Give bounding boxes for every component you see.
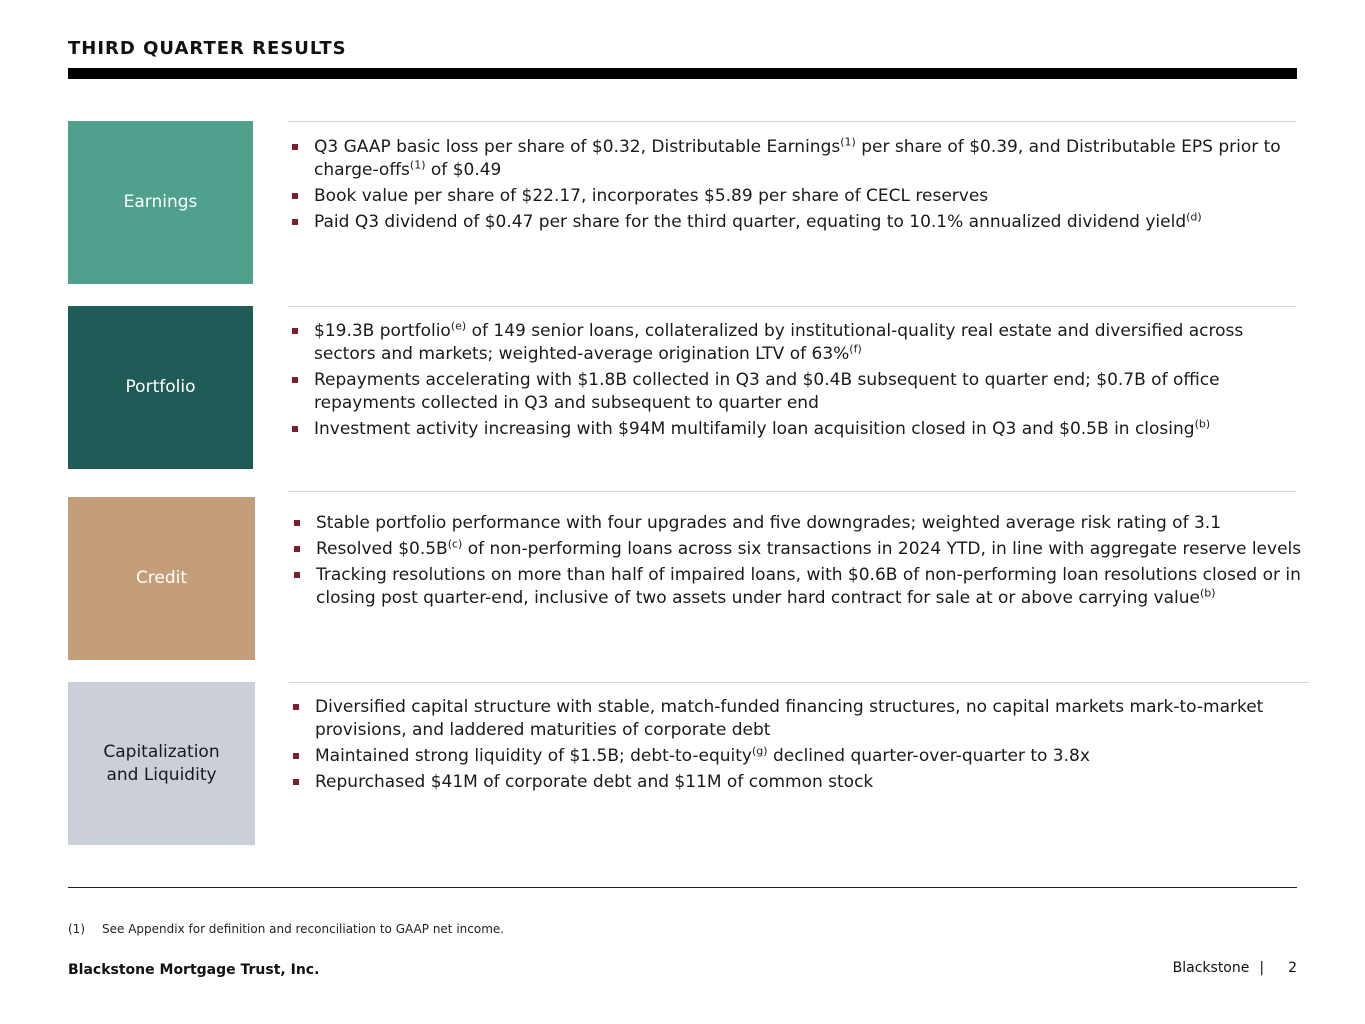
credit-label: Credit [135, 568, 188, 588]
portfolio-label: Portfolio [125, 377, 196, 397]
list-item: $19.3B portfolio$^{(e)}$ of 149 senior loans, collateralized by institutional-quality real estate and diversified across sectors and markets; weighted-average origination LTV of 63%$^{(f)}$ [289, 320, 1279, 366]
list-item: Maintained strong liquidity of $1.5B; debt-to-equity$^{(g)}$ declined quarter-over-quarter to 3.8x [290, 745, 1290, 768]
list-item: Resolved $\$0.5B^{(c)}$ of non-performing loans across six transactions in 2024 YTD, in line with aggregate reserve levels [291, 538, 1313, 561]
earnings-label-box [68, 121, 253, 284]
portfolio-divider [288, 306, 1296, 307]
footer-company: Blackstone Mortgage Trust, Inc. [68, 962, 320, 978]
capitalization-label-line1: Capitalization [103, 741, 220, 762]
list-item: Repayments accelerating with $1.8B collected in Q3 and $0.4B subsequent to quarter end; $0.7B of office repayments collected in Q3 and subsequent to quarter end [289, 369, 1279, 415]
capitalization-bullets [290, 696, 1290, 797]
list-item: Q3 GAAP basic loss per share of $0.32, Distributable Earnings$^{(1)}$ per share of $0.39, and Distributable EPS prior to charge-offs$^{(1)}$ of $0.49 [289, 136, 1289, 182]
earnings-divider [288, 121, 1296, 122]
page-title: THIRD QUARTER RESULTS [68, 38, 347, 59]
page-number: 2 [1288, 960, 1297, 976]
capitalization-divider [289, 682, 1309, 683]
portfolio-label-box [68, 306, 253, 469]
footer-divider [68, 887, 1297, 888]
footnote-text: See Appendix for definition and reconciliation to GAAP net income. [102, 922, 505, 936]
list-item: Book value per share of $22.17, incorporates $5.89 per share of CECL reserves [289, 185, 1289, 208]
capitalization-label-line2: and Liquidity [106, 764, 217, 785]
list-item: Repurchased $41M of corporate debt and $11M of common stock [290, 771, 1290, 794]
footer-separator: | [1259, 960, 1265, 976]
list-item: Investment activity increasing with $94M multifamily loan acquisition closed in Q3 and $0.5B in closing$^{(b)}$ [289, 418, 1279, 441]
portfolio-bullets [289, 320, 1279, 444]
title-divider [68, 68, 1297, 79]
footnote [68, 922, 504, 936]
credit-divider [288, 491, 1296, 492]
capitalization-label-box [68, 682, 255, 845]
credit-label-box [68, 497, 255, 660]
list-item: Tracking resolutions on more than half of impaired loans, with $0.6B of non-performing loan resolutions closed or in closing post quarter-end, inclusive of two assets under hard contract for sale at or above carrying value$^{(b)}$ [291, 564, 1313, 610]
earnings-label: Earnings [123, 192, 198, 212]
list-item: Diversified capital structure with stable, match-funded financing structures, no capital markets mark-to-market provisions, and laddered maturities of corporate debt [290, 696, 1290, 742]
footer-brand: Blackstone [1172, 960, 1250, 976]
credit-bullets [291, 512, 1313, 613]
earnings-bullets [289, 136, 1289, 237]
footnote-number: (1) [68, 922, 85, 936]
list-item: Paid Q3 dividend of $0.47 per share for the third quarter, equating to 10.1% annualized dividend yield$^{(d)}$ [289, 211, 1289, 234]
list-item: Stable portfolio performance with four upgrades and five downgrades; weighted average risk rating of 3.1 [291, 512, 1313, 535]
footer-brand-page [1173, 960, 1297, 976]
